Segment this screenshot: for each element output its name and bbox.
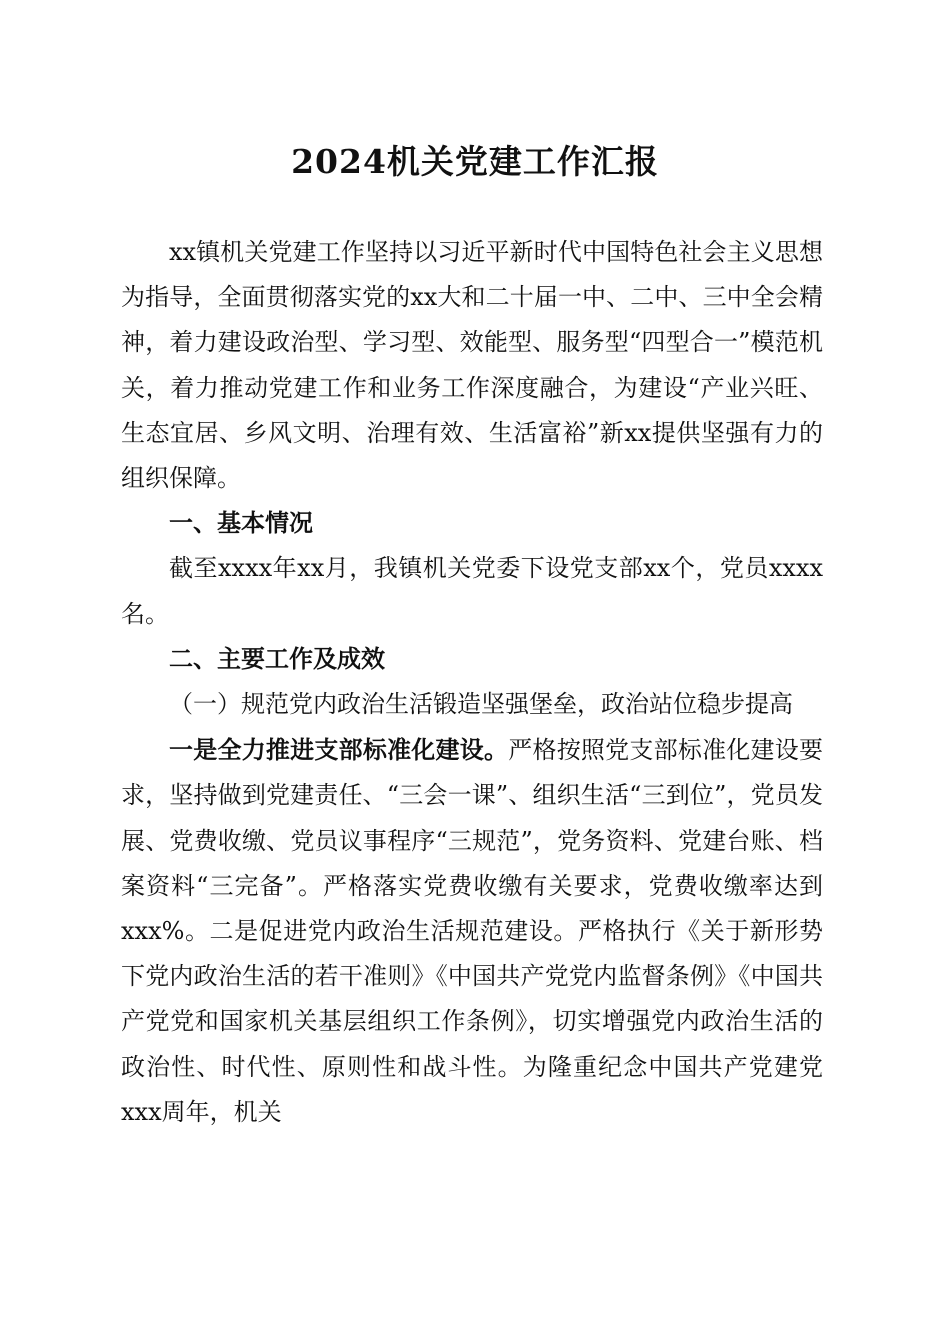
section-heading-basic-situation: 一、基本情况 bbox=[169, 509, 313, 538]
section-heading-main-work: 二、主要工作及成效 bbox=[169, 644, 385, 673]
paragraph-body-text: 严格按照党支部标准化建设要求，坚持做到党建责任、“三会一课”、组织生活“三到位”，党员发展、党费收缴、党员议事程序“三规范”，党务资料、党建台账、档案资料“三完备”。严格落实党费收缴有关要求，党费收缴率达到xxx%。二是促进党内政治生活规范建设。严格执行《关于新形势下党内政治生活的若干准则》《中国共产党党内监督条例》《中国共产党党和国家机关基层组织工作条例》，切实增强党内政治生活的政治性、时代性、原则性和战斗性。为隆重纪念中国共产党建党xxx周年，机关 bbox=[121, 736, 824, 1126]
document-body bbox=[121, 230, 823, 1135]
basic-situation-paragraph: 截至xxxx年xx月，我镇机关党委下设党支部xx个，党员xxxx名。 bbox=[121, 554, 823, 628]
document-title: 2024机关党建工作汇报 bbox=[291, 142, 659, 181]
subsection-heading-political-life: （一）规范党内政治生活锻造坚强堡垒，政治站位稳步提高 bbox=[169, 690, 793, 719]
intro-paragraph: xx镇机关党建工作坚持以习近平新时代中国特色社会主义思想为指导，全面贯彻落实党的xx大和二十届一中、二中、三中全会精神，着力建设政治型、学习型、效能型、服务型“四型合一”模范机关，着力推动党建工作和业务工作深度融合，为建设“产业兴旺、生态宜居、乡风文明、治理有效、生活富裕”新xx提供坚强有力的组织保障。 bbox=[121, 238, 823, 493]
main-work-paragraph bbox=[121, 727, 823, 1135]
paragraph-lead-text: 一是全力推进支部标准化建设。 bbox=[169, 735, 509, 765]
